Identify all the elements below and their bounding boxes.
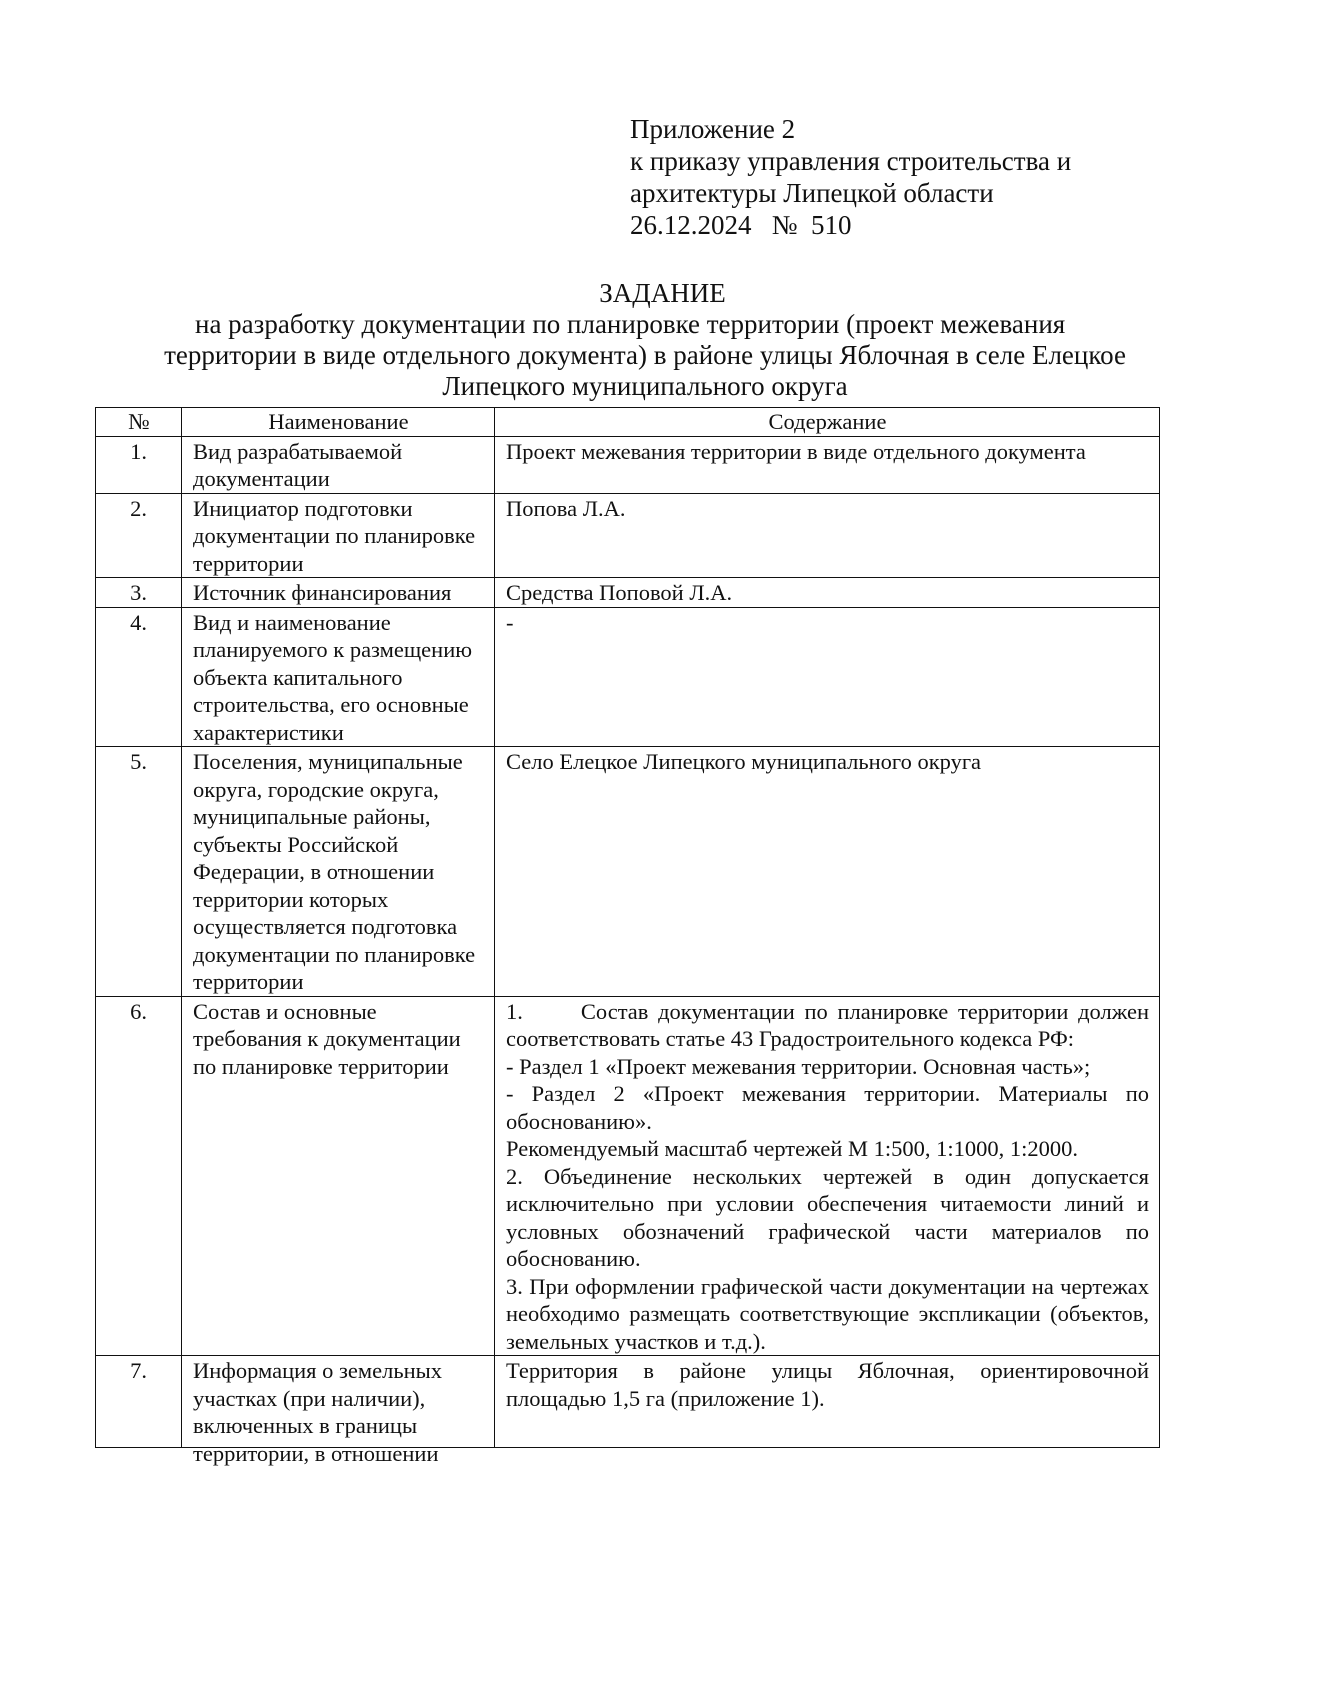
- content-paragraph: Рекомендуемый масштаб чертежей М 1:500, 1:1000, 1:2000.: [506, 1136, 1079, 1161]
- appendix-line-2: к приказу управления строительства и: [630, 146, 1072, 176]
- row-content: [495, 747, 1160, 997]
- row-number: 7.: [96, 1356, 182, 1448]
- header-name: Наименование: [182, 408, 495, 437]
- table-row: [96, 747, 1160, 997]
- task-table: [95, 407, 1160, 1466]
- content-paragraph: 3. При оформлении графической части документации на чертежах необходимо размещать соответствующие экспликации (объектов, земельных участков и т.д.).: [506, 1273, 1149, 1354]
- content-paragraph: Попова Л.А.: [506, 495, 626, 521]
- row-number: 2.: [96, 493, 182, 578]
- row-name-text: Информация о земельных участках (при наличии), включенных в границы территории, в отношении: [193, 1358, 443, 1466]
- table-header-row: [96, 408, 1160, 437]
- content-paragraph: Проект межевания территории в виде отдельного документа: [506, 438, 1086, 464]
- content-paragraph: -: [506, 609, 514, 635]
- row-name: Источник финансирования: [182, 578, 495, 608]
- content-paragraph: Средства Поповой Л.А.: [506, 580, 733, 605]
- table-row: [96, 578, 1160, 608]
- content-paragraph: Территория в районе улицы Яблочная, ориентировочной площадью 1,5 га (приложение 1).: [506, 1358, 1149, 1411]
- row-name: [182, 1356, 495, 1466]
- table-row: [96, 607, 1160, 747]
- row-content: [495, 996, 1160, 1356]
- subtitle-rest: территории в виде отдельного документа) в районе улицы Яблочная в селе Елецкое Липецкого муниципального округа: [164, 340, 1126, 401]
- row-name: Состав и основные требования к документации по планировке территории: [182, 996, 495, 1356]
- row-name: Инициатор подготовки документации по планировке территории: [182, 493, 495, 578]
- row-number: 5.: [96, 747, 182, 997]
- content-paragraph: 1. Состав документации по планировке территории должен соответствовать статье 43 Градостроительного кодекса РФ:: [506, 998, 1155, 1051]
- content-paragraph: - Раздел 2 «Проект межевания территории. Материалы по обоснованию».: [506, 1081, 1149, 1134]
- content-paragraph: - Раздел 1 «Проект межевания территории. Основная часть»;: [506, 1053, 1091, 1079]
- row-number: 4.: [96, 607, 182, 747]
- content-paragraph: 2. Объединение нескольких чертежей в один допускается исключительно при условии обеспечения читаемости линий и условных обозначений графической части материалов по обоснованию.: [506, 1163, 1149, 1271]
- row-name: Вид и наименование планируемого к размещению объекта капитального строительства, его основные характеристики: [182, 607, 495, 747]
- row-content: [495, 493, 1160, 578]
- table-row: [96, 493, 1160, 578]
- table-row: [96, 996, 1160, 1356]
- subtitle-line-1: на разработку документации по планировке территории (проект межевания: [195, 309, 1066, 339]
- document-subtitle: [115, 309, 1175, 402]
- content-paragraph: Село Елецкое Липецкого муниципального округа: [506, 749, 982, 774]
- header-number: №: [96, 408, 182, 437]
- row-content: [495, 607, 1160, 747]
- row-name: Вид разрабатываемой документации: [182, 436, 495, 493]
- row-number: 1.: [96, 436, 182, 493]
- appendix-line-1: Приложение 2: [630, 114, 796, 144]
- table-row: [96, 436, 1160, 493]
- appendix-header: [630, 113, 1071, 241]
- row-content: [495, 578, 1160, 608]
- row-content: [495, 1356, 1160, 1448]
- row-number: 6.: [96, 996, 182, 1356]
- row-name: Поселения, муниципальные округа, городские округа, муниципальные районы, субъекты Российской Федерации, в отношении территории которых осуществляется подготовка документации по планировке территории: [182, 747, 495, 997]
- table-row: [96, 1356, 1160, 1448]
- header-content: Содержание: [495, 408, 1160, 437]
- appendix-date-number: 26.12.2024 № 510: [630, 210, 852, 240]
- row-content: [495, 436, 1160, 493]
- document-title: ЗАДАНИЕ: [599, 278, 726, 308]
- row-number: 3.: [96, 578, 182, 608]
- appendix-line-3: архитектуры Липецкой области: [630, 178, 994, 208]
